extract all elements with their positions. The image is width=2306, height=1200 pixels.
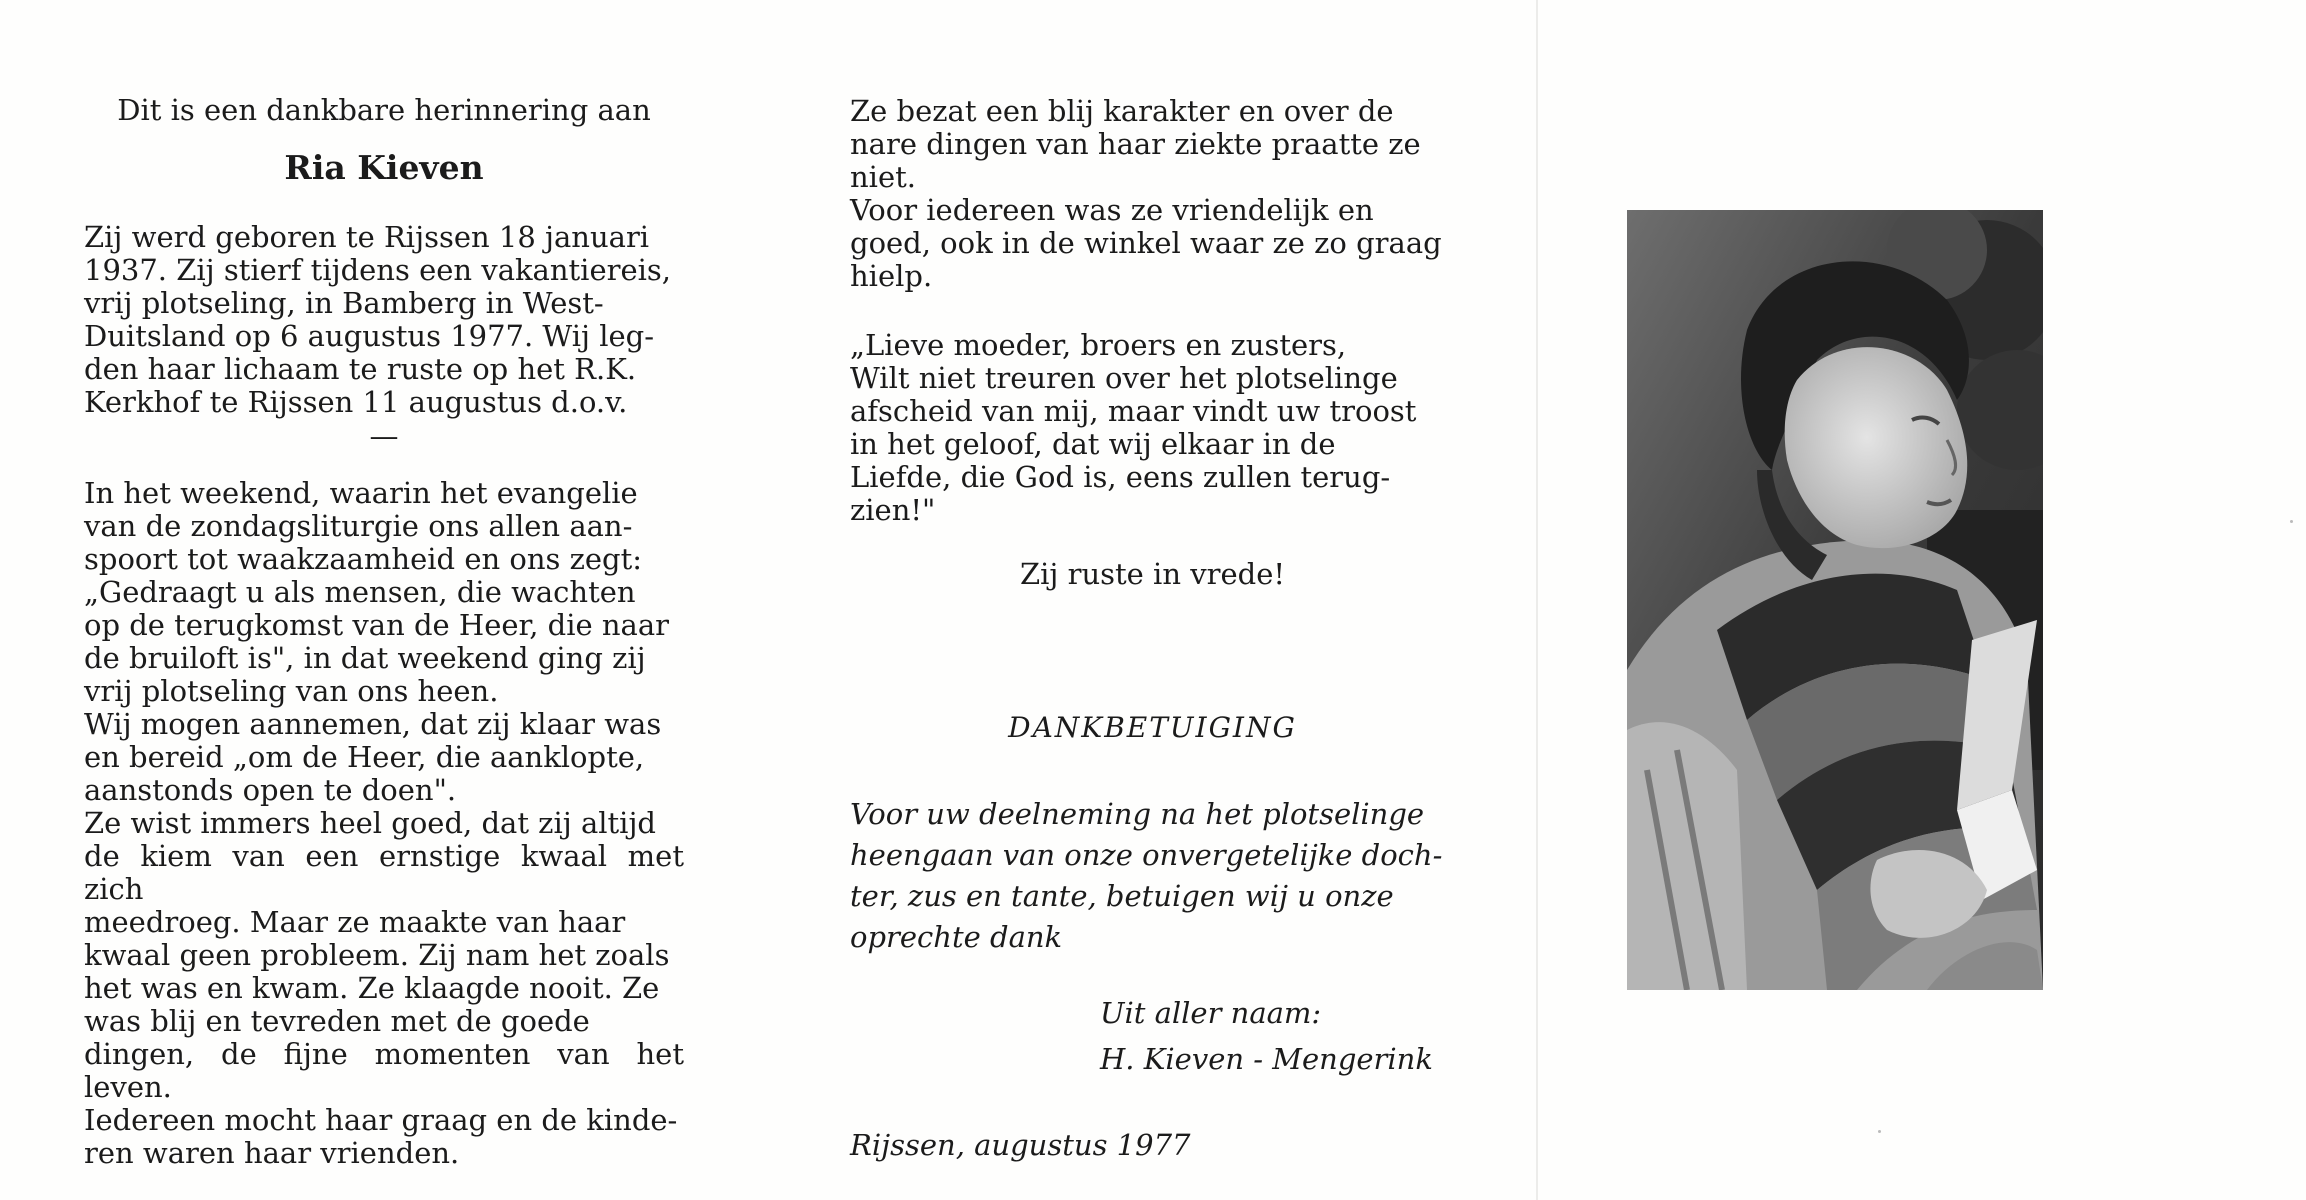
text-line: in het geloof, dat wij elkaar in de xyxy=(850,427,1336,461)
text-line: „Gedraagt u als mensen, die wachten xyxy=(84,575,636,609)
separator-dash: — xyxy=(369,419,399,453)
text-line: oprechte dank xyxy=(850,920,1063,954)
portrait-photo xyxy=(1627,210,2043,990)
middle-column xyxy=(850,95,1455,1162)
farewell-quote xyxy=(850,329,1455,527)
text-line: Voor uw deelneming na het plotselinge xyxy=(850,797,1425,831)
deceased-name: Ria Kieven xyxy=(284,148,484,187)
acknowledgement-text xyxy=(850,794,1455,958)
text-line: In het weekend, waarin het evangelie xyxy=(84,476,638,510)
text-line: Zij werd geboren te Rijssen 18 januari xyxy=(84,220,650,254)
place-date: Rijssen, augustus 1977 xyxy=(850,1128,1191,1162)
text-line: hielp. xyxy=(850,259,933,293)
signature-line-2: H. Kieven - Mengerink xyxy=(1100,1042,1433,1076)
rest-in-peace: Zij ruste in vrede! xyxy=(1019,557,1286,591)
text-line: Iedereen mocht haar graag en de kinde- xyxy=(84,1103,678,1137)
text-line: zien!" xyxy=(850,493,936,527)
text-line: den haar lichaam te ruste op het R.K. xyxy=(84,352,637,386)
text-line: Wilt niet treuren over het plotselinge xyxy=(850,361,1398,395)
text-line: aanstonds open te doen". xyxy=(84,773,457,807)
text-line: op de terugkomst van de Heer, die naar xyxy=(84,608,669,642)
card-fold xyxy=(1536,0,1538,1200)
text-line: was blij en tevreden met de goede xyxy=(84,1004,590,1038)
text-line: niet. xyxy=(850,160,916,194)
left-column xyxy=(84,90,684,1170)
reflection-paragraph xyxy=(84,477,684,1170)
character-paragraph xyxy=(850,95,1455,293)
intro-text: Dit is een dankbare herinnering aan xyxy=(117,93,651,127)
text-line: Voor iedereen was ze vriendelijk en xyxy=(850,193,1374,227)
text-line: en bereid „om de Heer, die aanklopte, xyxy=(84,740,645,774)
text-line: vrij plotseling, in Bamberg in West- xyxy=(84,286,604,320)
text-line: nare dingen van haar ziekte praatte ze xyxy=(850,127,1421,161)
text-line: Kerkhof te Rijssen 11 augustus d.o.v. xyxy=(84,385,628,419)
text-line: „Lieve moeder, broers en zusters, xyxy=(850,328,1347,362)
text-line: heengaan van onze onvergetelijke doch- xyxy=(850,838,1443,872)
text-line: het was en kwam. Ze klaagde nooit. Ze xyxy=(84,971,660,1005)
text-line: kwaal geen probleem. Zij nam het zoals xyxy=(84,938,670,972)
text-line: spoort tot waakzaamheid en ons zegt: xyxy=(84,542,643,576)
text-line: Liefde, die God is, eens zullen terug- xyxy=(850,460,1391,494)
text-line: afscheid van mij, maar vindt uw troost xyxy=(850,394,1417,428)
biography-paragraph xyxy=(84,221,684,419)
text-line: van de zondagsliturgie ons allen aan- xyxy=(84,509,633,543)
text-line: 1937. Zij stierf tijdens een vakantiereis, xyxy=(84,253,672,287)
text-line: ter, zus en tante, betuigen wij u onze xyxy=(850,879,1394,913)
text-line: dingen, de fijne momenten van het leven. xyxy=(84,1037,684,1104)
text-line: Wij mogen aannemen, dat zij klaar was xyxy=(84,707,662,741)
text-line: Duitsland op 6 augustus 1977. Wij leg- xyxy=(84,319,655,353)
text-line: de bruiloft is", in dat weekend ging zij xyxy=(84,641,646,675)
text-line: ren waren haar vrienden. xyxy=(84,1136,460,1170)
text-line: goed, ook in de winkel waar ze zo graag xyxy=(850,226,1442,260)
text-line: de kiem van een ernstige kwaal met zich xyxy=(84,839,684,906)
paper-speck xyxy=(1878,1130,1881,1133)
signature-line-1: Uit aller naam: xyxy=(1100,996,1322,1030)
text-line: meedroeg. Maar ze maakte van haar xyxy=(84,905,626,939)
text-line: vrij plotseling van ons heen. xyxy=(84,674,499,708)
acknowledgement-heading: DANKBETUIGING xyxy=(1008,711,1297,744)
text-line: Ze wist immers heel goed, dat zij altijd xyxy=(84,806,656,840)
portrait-illustration xyxy=(1627,210,2043,990)
paper-speck xyxy=(2290,520,2293,523)
text-line: Ze bezat een blij karakter en over de xyxy=(850,94,1394,128)
signature-block xyxy=(1100,990,1455,1082)
